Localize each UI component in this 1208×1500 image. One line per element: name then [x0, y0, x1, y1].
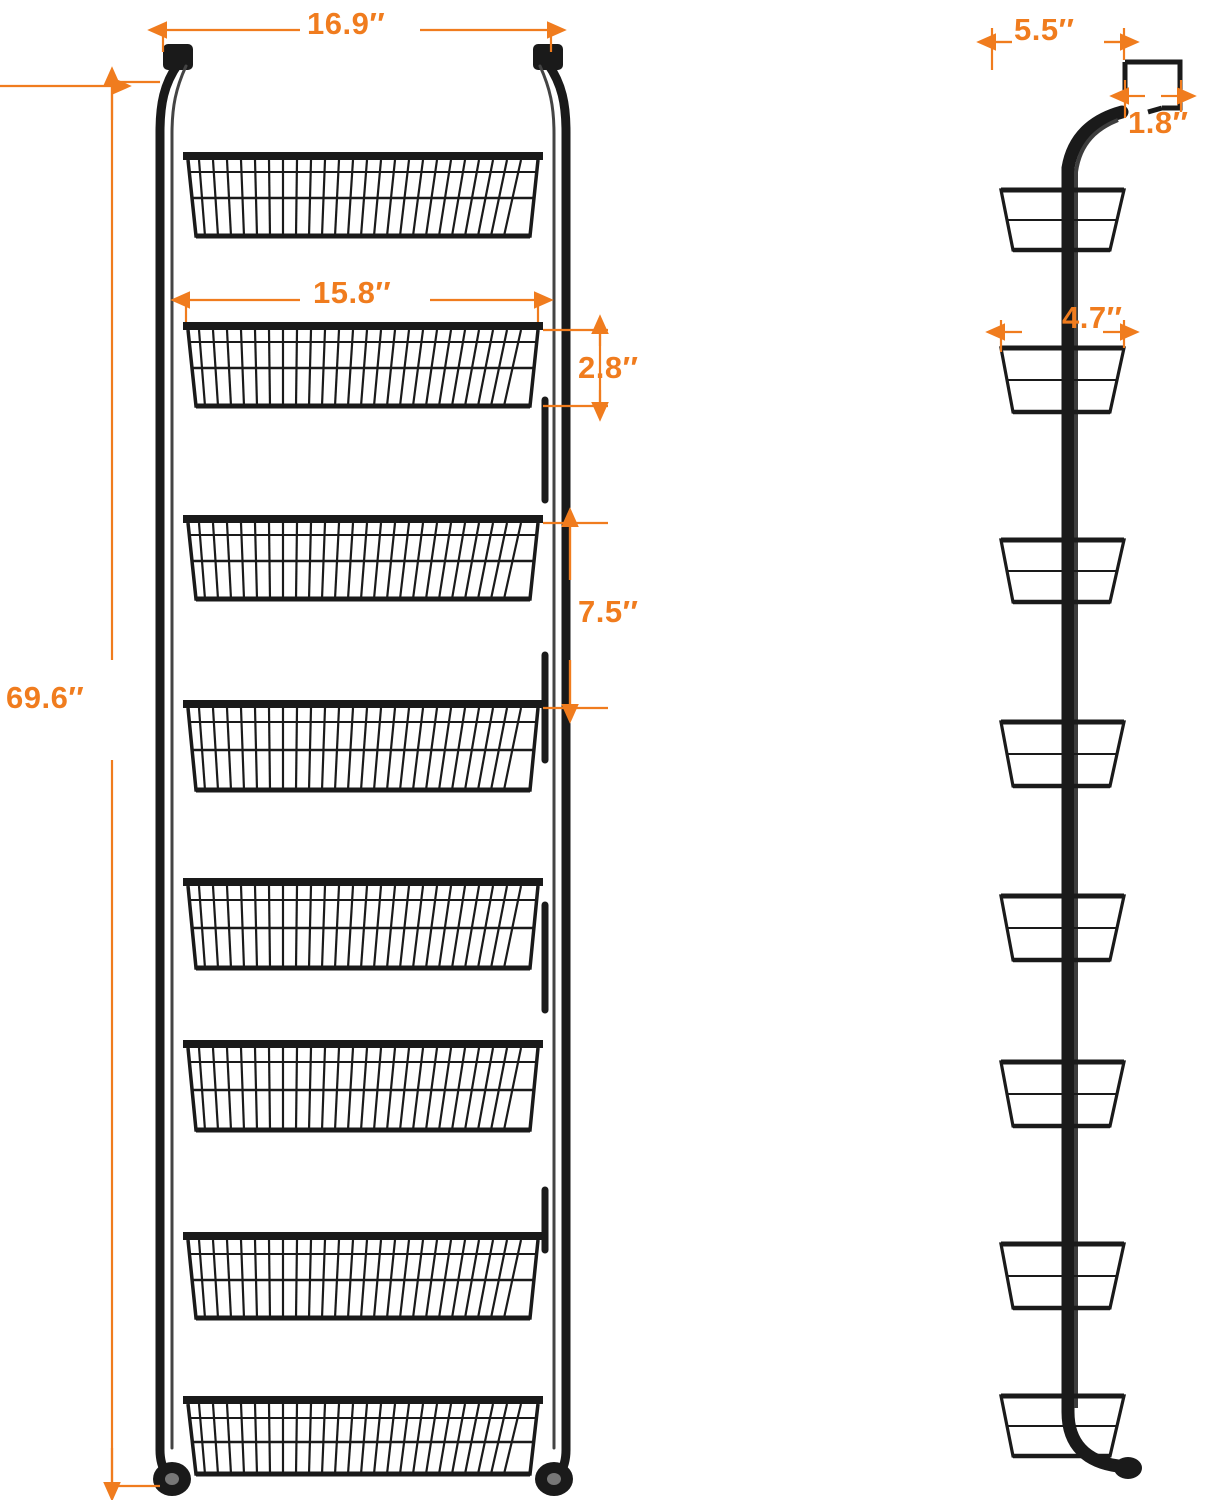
door-hook-side: [1125, 62, 1180, 108]
dim-label-front-width: 16.9′′: [307, 6, 386, 41]
basket-front-5: [183, 878, 543, 968]
dim-label-basket-width: 15.8′′: [313, 275, 392, 310]
basket-front-4: [183, 700, 543, 790]
dim-label-hook-width: 1.8′′: [1128, 105, 1189, 140]
dim-label-large-gap: 7.5′′: [578, 594, 639, 629]
basket-front-8: [183, 1396, 543, 1474]
basket-front-1: [183, 152, 543, 236]
basket-front-3: [183, 515, 543, 599]
caster-wheels: [153, 1462, 573, 1496]
basket-front-7: [183, 1232, 543, 1318]
front-view: [153, 44, 573, 1496]
dim-label-small-gap: 2.8′′: [578, 350, 639, 385]
dim-label-total-height: 69.6′′: [6, 680, 85, 715]
basket-front-6: [183, 1040, 543, 1130]
dim-label-basket-depth: 4.7′′: [1062, 300, 1123, 335]
side-view: [1001, 62, 1180, 1479]
frame-rail-left-highlight: [172, 66, 186, 1448]
door-hooks-front: [163, 44, 563, 70]
basket-front-2: [183, 322, 543, 406]
dim-label-side-depth: 5.5′′: [1014, 12, 1075, 47]
side-foot: [1114, 1457, 1142, 1479]
